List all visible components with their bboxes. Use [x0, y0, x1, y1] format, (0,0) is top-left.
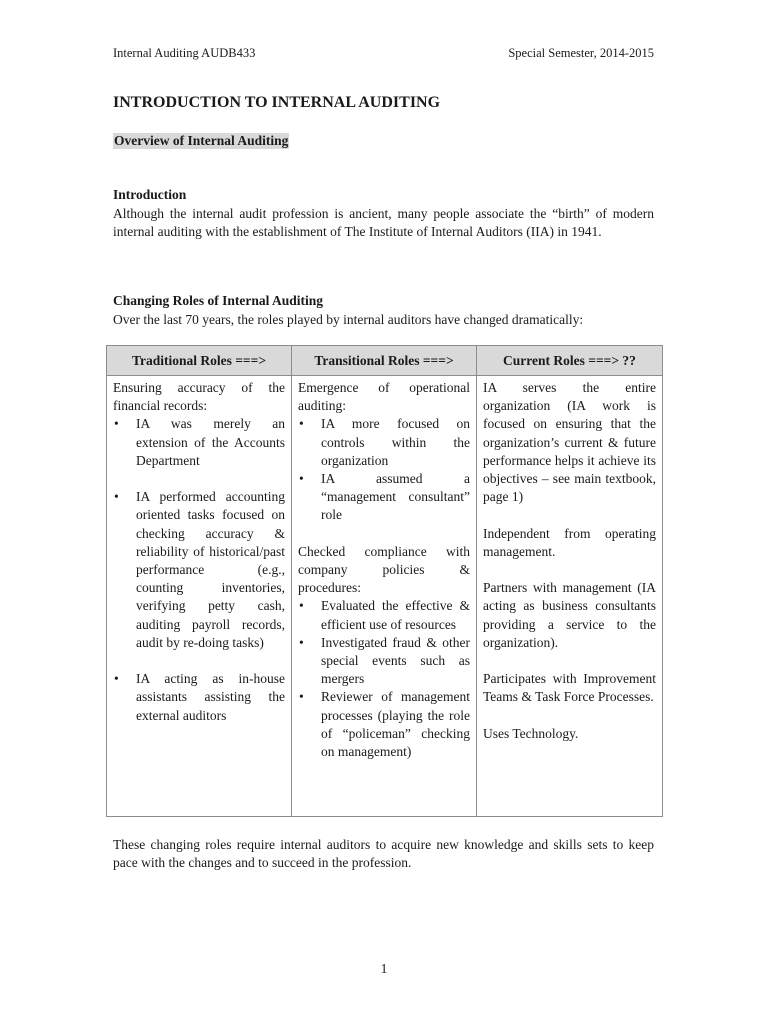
list-item: • IA more focused on controls within the organization: [298, 415, 470, 470]
header-transitional-roles: Transitional Roles ===>: [292, 346, 477, 376]
current-roles-cell: [477, 376, 663, 817]
current-paragraph: Partners with management (IA acting as business consultants providing a service to the organization).: [483, 580, 656, 650]
list-item: • Evaluated the effective & efficient use of resources: [298, 597, 470, 633]
header-traditional-roles: Traditional Roles ===>: [107, 346, 292, 376]
introduction-paragraph: Although the internal audit profession is ancient, many people associate the “birth” of modern internal auditing with the establishment of The Institute of Internal Auditors (IIA) in 1941.: [113, 206, 654, 239]
semester-label: Special Semester, 2014-2015: [508, 46, 654, 60]
page-number: 1: [380, 961, 388, 976]
list-item: • IA was merely an extension of the Accounts Department: [113, 415, 285, 470]
traditional-intro: Ensuring accuracy of the financial records:: [113, 380, 285, 414]
transitional-intro-2: Checked compliance with company policies & procedures:: [298, 543, 470, 596]
current-paragraph: Participates with Improvement Teams & Task Force Processes.: [483, 671, 656, 705]
current-paragraph: Independent from operating management.: [483, 525, 656, 559]
transitional-list: [298, 415, 470, 524]
list-item: • Investigated fraud & other special events such as mergers: [298, 634, 470, 689]
current-paragraph: Uses Technology.: [483, 725, 579, 741]
course-label: Internal Auditing AUDB433: [113, 46, 256, 60]
table-header-row: [107, 346, 663, 376]
list-item: • IA assumed a “management consultant” role: [298, 470, 470, 525]
overview-heading: Overview of Internal Auditing: [114, 133, 289, 148]
page-header: [113, 46, 654, 61]
transitional-list-2: [298, 597, 470, 761]
roles-table: [106, 345, 663, 817]
list-item: • IA acting as in-house assistants assisting the external auditors: [113, 670, 285, 725]
document-title: INTRODUCTION TO INTERNAL AUDITING: [113, 94, 441, 111]
traditional-list: [113, 415, 285, 724]
transitional-roles-cell: [292, 376, 477, 817]
list-item: • Reviewer of management processes (playing the role of “policeman” checking on management): [298, 688, 470, 761]
conclusion-paragraph: These changing roles require internal auditors to acquire new knowledge and skills sets to keep pace with the changes and to succeed in the profession.: [113, 837, 654, 870]
changing-roles-paragraph: Over the last 70 years, the roles played by internal auditors have changed dramatically:: [113, 312, 584, 327]
header-current-roles: Current Roles ===> ??: [477, 346, 663, 376]
changing-roles-heading: Changing Roles of Internal Auditing: [113, 293, 324, 308]
transitional-intro: Emergence of operational auditing:: [298, 380, 470, 414]
traditional-roles-cell: [107, 376, 292, 817]
table-row: [107, 376, 663, 817]
list-item: • IA performed accounting oriented tasks focused on checking accuracy & reliability of historical/past performance (e.g., counting inventories, verifying petty cash, auditing payroll records, audit by re-doing tasks): [113, 488, 285, 652]
current-paragraph: IA serves the entire organization (IA work is focused on ensuring that the organization’s current & future performance helps it achieve its objectives – see main textbook, page 1): [483, 380, 656, 505]
introduction-heading: Introduction: [113, 187, 187, 202]
